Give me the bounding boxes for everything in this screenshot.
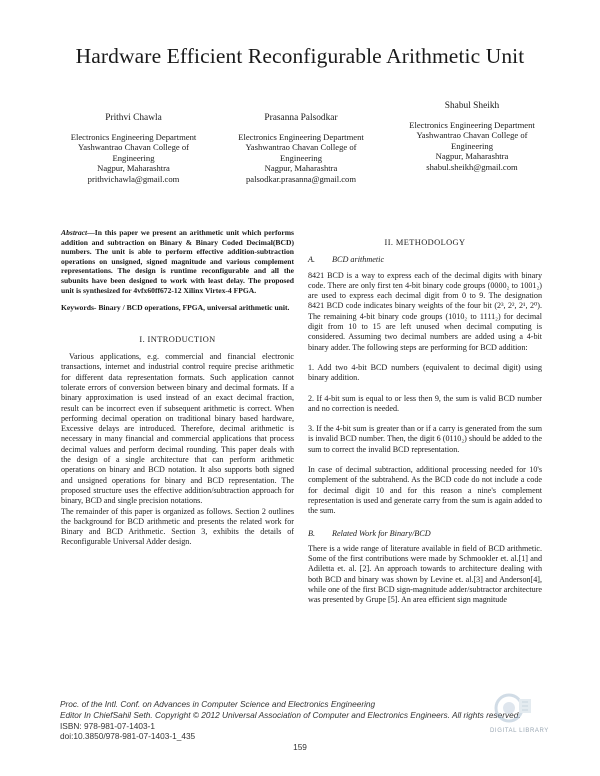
- author-name: Prithvi Chawla: [105, 113, 162, 123]
- section-heading-methodology: II. METHODOLOGY: [384, 238, 466, 247]
- author-name: Shabul Sheikh: [444, 101, 500, 111]
- author-block-3: [392, 101, 552, 173]
- subsection-label: B.: [308, 528, 316, 538]
- digital-library-logo: [486, 691, 556, 737]
- intro-paragraph-1: Various applications, e.g. commercial and financial electronic transactions, internet and industrial control require precise arithmetic for different data representation formats. Such application cannot tolerate errors of conversion between binary and decimal formats. If a binary approximation is used instead of an exact decimal fraction, result can be incorrect even if subsequent arithmetic is correct. When performing decimal operation on traditional binary based hardware, Excessive delays are introduced. Therefore, decimal arithmetic is necessary in many financial and commercial applications that process decimal values and perform decimal rounding. This paper deals with the design of a single architecture that can perform arithmetic operations on binary and BCD notation. It also supports both signed and unsigned operations for binary and BCD representation. The proposed structure uses the effective addition/subtraction approach for binary, BCD and single precision notations.: [61, 352, 294, 506]
- footer-doi: doi:10.3850/978-981-07-1403-1_435: [60, 731, 196, 742]
- author-college: Yashwantrao Chavan College of: [77, 142, 190, 153]
- subsection-heading-related-work: [308, 529, 542, 539]
- bcd-paragraph-1: 8421 BCD is a way to express each of the decimal digits with binary code. There are only first ten 4-bit binary code groups (0000₂ to 1001₂) are used to express each decimal digit from 0 to 9. The designation 8421 BCD code indicates binary weights of the four bit (2³, 2², 2¹, 2⁰). The remaining 4-bit binary code groups (1010₂ to 1111₂) for decimal digit from 10 to 15 are left unused when decimal computing is considered. Assuming two decimal numbers are added using a 4-bit binary adder. The following steps are performing for BCD addition:: [308, 270, 542, 352]
- author-dept: Electronics Engineering Department: [70, 131, 197, 142]
- author-email: palsodkar.prasanna@gmail.com: [245, 173, 357, 184]
- author-email: prithvichawla@gmail.com: [87, 173, 180, 184]
- bcd-paragraph-2: In case of decimal subtraction, additional processing needed for 10's complement of the subtrahend. As the BCD code do not include a code for decimal digit 10 and for this reason a nine's complement representation is used and generate carry from the sum is again added to the sum.: [308, 465, 542, 516]
- paper-title: Hardware Efficient Reconfigurable Arithmetic Unit: [75, 44, 525, 68]
- author-name: Prasanna Palsodkar: [264, 113, 338, 123]
- bcd-step-1: 1. Add two 4-bit BCD numbers (equivalent to decimal digit) using binary addition.: [308, 362, 542, 383]
- related-paragraph-1: There is a wide range of literature available in field of BCD arithmetic. Some of the first contributions were made by Schmookler et. al.[1] and Adiletta et. al. [2]. An approach towards to architecture dealing with both BCD and binary was shown by Levine et. al.[3] and Anderson[4], while one of the first BCD sign-magnitude adder/subtractor architecture was presented by Grupe [5]. An area efficient sign magnitude: [308, 543, 542, 605]
- subsection-title: Related Work for Binary/BCD: [332, 528, 431, 538]
- footer: [60, 699, 521, 742]
- author-block-1: [56, 113, 211, 185]
- bcd-step-3: 3. If the 4-bit sum is greater than or if a carry is generated from the sum is invalid BCD number. Then, the digit 6 (0110₂) should be added to the sum to correct the invalid BCD representation.: [308, 424, 542, 454]
- author-city: Nagpur, Maharashtra: [97, 163, 170, 174]
- subsection-label: A.: [308, 255, 316, 265]
- author-dept: Electronics Engineering Department: [238, 131, 364, 142]
- author-city: Nagpur, Maharashtra: [435, 151, 509, 162]
- author-block-2: [221, 113, 381, 185]
- subsection-title: BCD arithmetic: [332, 255, 385, 265]
- left-column: [61, 228, 294, 548]
- author-college: Engineering: [280, 152, 322, 163]
- author-college: Yashwantrao Chavan College of: [245, 142, 357, 153]
- logo-text: DIGITAL LIBRARY: [490, 728, 549, 734]
- section-heading-introduction: I. INTRODUCTION: [139, 334, 216, 344]
- abstract: [61, 228, 294, 295]
- abstract-text: —In this paper we present an arithmetic unit which performs addition and subtraction on Binary & Binary Coded Decimal(BCD) numbers. The unit is able to perform effective addition-subtraction operations on unsigned, signed magnitude and various complement representations. The design is runtime reconfigurable and all the subunits have been designed to work with least delay. The proposed unit is synthesized for 4vfx60ff672-12 Xilinx Virtex-4 FPGA.: [61, 228, 294, 295]
- subsection-heading-bcd: [308, 255, 542, 265]
- keywords: Keywords- Binary / BCD operations, FPGA, universal arithmetic unit.: [61, 303, 290, 313]
- author-college: Engineering: [451, 140, 493, 151]
- footer-isbn: ISBN: 978-981-07-1403-1: [60, 720, 156, 731]
- abstract-label: Abstract: [61, 228, 88, 237]
- author-email: shabul.sheikh@gmail.com: [426, 161, 518, 172]
- page-number: 159: [293, 742, 307, 752]
- footer-copyright: Editor In ChiefSahil Seth. Copyright © 2012 Universal Association of Computer and Electronics Engineers. All rights reserved.: [60, 709, 521, 720]
- author-city: Nagpur, Maharashtra: [264, 163, 338, 174]
- intro-paragraph-2: The remainder of this paper is organized as follows. Section 2 outlines the background for BCD arithmetic and presents the related work for Binary and BCD Arithmetic. Section 3, exhibits the details of Reconfigurable Universal Adder design.: [61, 506, 294, 547]
- bcd-step-2: 2. If 4-bit sum is equal to or less then 9, the sum is valid BCD number and no correction is needed.: [308, 393, 542, 413]
- right-column: [308, 238, 542, 606]
- author-college: Engineering: [112, 152, 155, 163]
- author-dept: Electronics Engineering Department: [409, 119, 535, 130]
- footer-conference: Proc. of the Intl. Conf. on Advances in Computer Science and Electronics Engineering: [60, 699, 376, 709]
- author-college: Yashwantrao Chavan College of: [416, 130, 528, 141]
